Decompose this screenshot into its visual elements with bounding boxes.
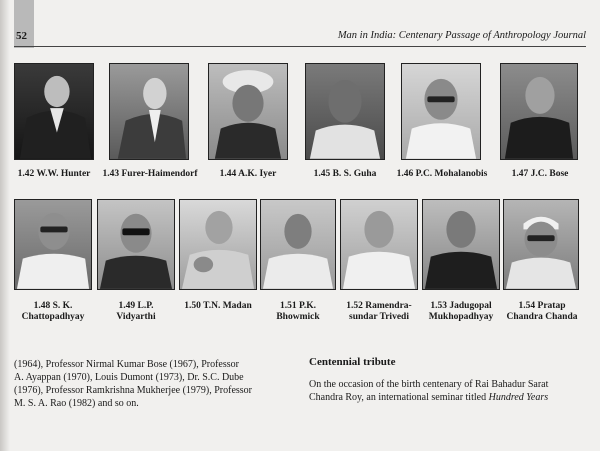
portrait-photo bbox=[500, 63, 578, 160]
text-line: (1976), Professor Ramkrishna Mukherjee (1979), Professor bbox=[14, 385, 253, 396]
portrait-photo bbox=[208, 63, 288, 160]
caption-line: 1.52 Ramendra- bbox=[346, 301, 412, 311]
portrait-photo bbox=[401, 63, 481, 160]
caption-line: 1.48 S. K. bbox=[33, 301, 73, 311]
portrait-photo bbox=[109, 63, 189, 160]
caption-line: sundar Trivedi bbox=[349, 312, 409, 322]
portrait-photo bbox=[179, 199, 257, 290]
header-rule bbox=[14, 46, 586, 47]
portrait-caption: 1.47 J.C. Bose bbox=[511, 169, 569, 179]
text-line bbox=[309, 391, 587, 404]
portrait-caption bbox=[334, 301, 424, 323]
caption-line: 1.50 T.N. Madan bbox=[184, 301, 252, 311]
portrait-caption bbox=[416, 301, 506, 323]
caption-line: Chattopadhyay bbox=[21, 312, 85, 322]
portrait-caption bbox=[8, 301, 98, 323]
text-line: (1964), Professor Nirmal Kumar Bose (1967), Professor bbox=[14, 359, 239, 370]
section-heading: Centennial tribute bbox=[309, 356, 396, 368]
portrait-caption bbox=[497, 301, 587, 323]
portrait-caption: 1.46 P.C. Mohalanobis bbox=[396, 169, 488, 179]
portrait-caption: 1.44 A.K. Iyer bbox=[219, 169, 277, 179]
page-number: 52 bbox=[16, 30, 27, 42]
portrait-photo bbox=[14, 199, 92, 290]
text-line: A. Ayappan (1970), Louis Dumont (1973), Dr. S.C. Dube bbox=[14, 372, 244, 383]
portrait-caption: 1.42 W.W. Hunter bbox=[17, 169, 91, 179]
portrait-caption: 1.43 Furer-Haimendorf bbox=[102, 169, 198, 179]
portrait-caption bbox=[91, 301, 181, 323]
portrait-photo bbox=[305, 63, 385, 160]
portrait-photo bbox=[503, 199, 579, 290]
left-column-text bbox=[14, 358, 295, 410]
page-edge-shadow bbox=[0, 0, 10, 451]
portrait-photo bbox=[340, 199, 418, 290]
running-title: Man in India: Centenary Passage of Anthropology Journal bbox=[337, 30, 586, 41]
portrait-photo bbox=[97, 199, 175, 290]
portrait-caption bbox=[253, 301, 343, 323]
portrait-caption bbox=[173, 301, 263, 312]
caption-line: Chandra Chanda bbox=[506, 312, 578, 322]
caption-line: 1.49 L.P. bbox=[118, 301, 154, 311]
caption-line: Vidyarthi bbox=[116, 312, 156, 322]
caption-line: 1.54 Pratap bbox=[518, 301, 566, 311]
text-line: M. S. A. Rao (1982) and so on. bbox=[14, 398, 139, 409]
caption-line: Mukhopadhyay bbox=[428, 312, 494, 322]
text-run: Chandra Roy, an international seminar titled bbox=[309, 392, 489, 403]
portrait-photo bbox=[14, 63, 94, 160]
text-line: On the occasion of the birth centenary of Rai Bahadur Sarat bbox=[309, 379, 549, 390]
caption-line: Bhowmick bbox=[276, 312, 320, 322]
portrait-caption: 1.45 B. S. Guha bbox=[313, 169, 377, 179]
right-column-text bbox=[309, 378, 587, 404]
caption-line: 1.53 Jadugopal bbox=[430, 301, 492, 311]
book-title-italic: Hundred Years bbox=[488, 392, 549, 403]
portrait-photo bbox=[260, 199, 336, 290]
caption-line: 1.51 P.K. bbox=[279, 301, 317, 311]
portrait-photo bbox=[422, 199, 500, 290]
